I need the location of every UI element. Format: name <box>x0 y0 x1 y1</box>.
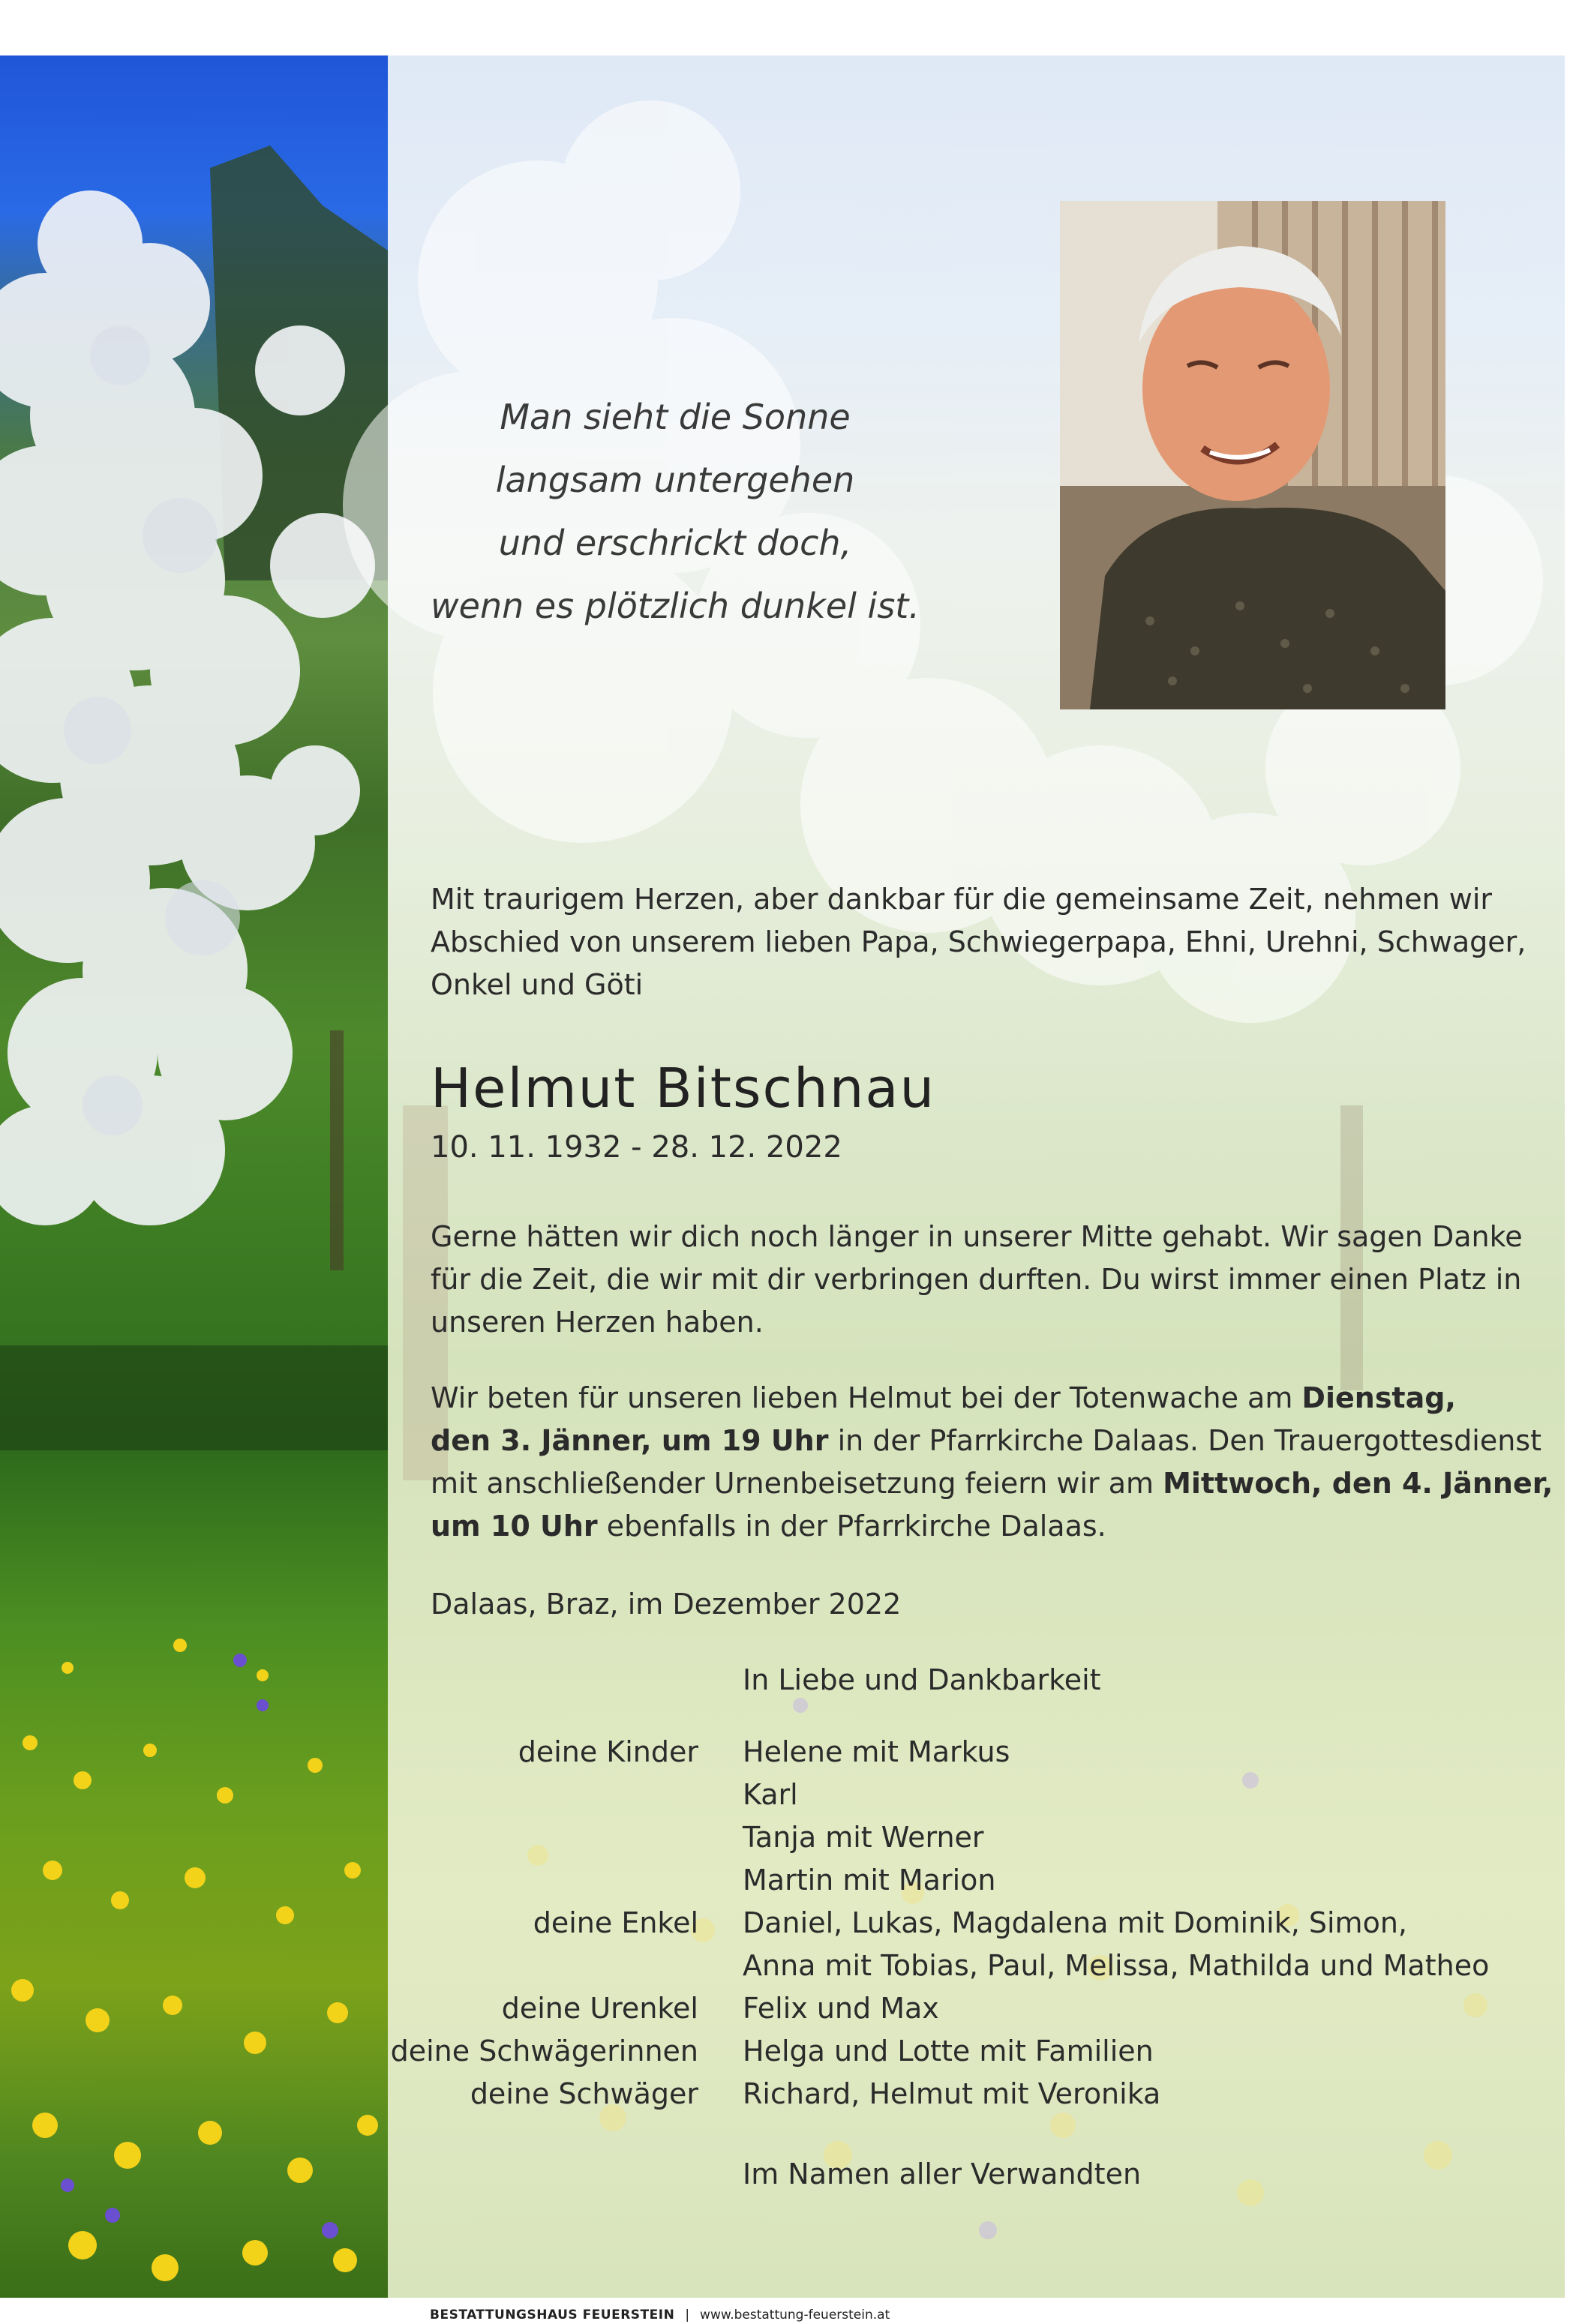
family-row <box>0 1864 1565 1906</box>
thanks-line: für die Zeit, die wir mit dir verbringen durften. Du wirst immer einen Platz in <box>431 1263 1522 1296</box>
closing-line: In Liebe und Dankbarkeit <box>743 1663 1101 1696</box>
family-names: Felix und Max <box>743 1992 939 2025</box>
thanks-line: Gerne hätten wir dich noch länger in unserer Mitte gehabt. Wir sagen Danke <box>431 1220 1523 1253</box>
family-names: Anna mit Tobias, Paul, Melissa, Mathilda und Matheo <box>743 1949 1490 1982</box>
family-names: Helene mit Markus <box>743 1735 1010 1768</box>
service-paragraph <box>431 1377 1553 1548</box>
signoff: Im Namen aller Verwandten <box>743 2158 1142 2191</box>
deceased-name: Helmut Bitschnau <box>431 1057 936 1120</box>
service-text: Wir beten für unseren lieben Helmut bei der Totenwache am <box>431 1381 1302 1414</box>
family-row <box>0 1778 1565 1821</box>
family-row <box>0 2077 1565 2120</box>
thanks-paragraph <box>431 1216 1523 1344</box>
family-row <box>0 1992 1565 2035</box>
quote-line: Man sieht die Sonne <box>500 397 851 437</box>
family-names: Martin mit Marion <box>743 1864 996 1897</box>
funeral-home-name: BESTATTUNGSHAUS FEUERSTEIN <box>430 2308 675 2323</box>
family-names: Karl <box>743 1778 798 1811</box>
website-link[interactable]: www.bestattung-feuerstein.at <box>700 2308 890 2323</box>
family-names: Tanja mit Werner <box>743 1821 984 1854</box>
service-text: mit anschließender Urnenbeisetzung feiern wir am <box>431 1467 1163 1500</box>
service-line <box>431 1377 1553 1420</box>
family-row <box>0 1949 1565 1992</box>
family-label: deine Schwäger <box>470 2077 698 2110</box>
family-label: deine Schwägerinnen <box>390 2035 698 2068</box>
family-row <box>0 1821 1565 1864</box>
family-row <box>0 2035 1565 2077</box>
family-label: deine Kinder <box>518 1735 698 1768</box>
service-text: ebenfalls in der Pfarrkirche Dalaas. <box>597 1510 1106 1543</box>
family-names: Helga und Lotte mit Familien <box>743 2035 1154 2068</box>
family-names: Daniel, Lukas, Magdalena mit Dominik, Simon, <box>743 1906 1407 1939</box>
portrait-photo <box>1060 201 1445 709</box>
family-label: deine Enkel <box>533 1906 698 1939</box>
quote-line: und erschrickt doch, <box>498 523 852 563</box>
service-line <box>431 1420 1553 1462</box>
quote-line: wenn es plötzlich dunkel ist. <box>431 586 920 626</box>
service-line <box>431 1505 1553 1548</box>
intro-line: Onkel und Göti <box>431 968 644 1001</box>
funeral-time: um 10 Uhr <box>431 1510 598 1543</box>
thanks-line: unseren Herzen haben. <box>431 1306 764 1339</box>
service-line <box>431 1462 1553 1505</box>
family-row <box>0 1735 1565 1778</box>
funeral-date: Mittwoch, den 4. Jänner, <box>1163 1467 1553 1500</box>
intro-line: Abschied von unserem lieben Papa, Schwiegerpapa, Ehni, Urehni, Schwager, <box>431 925 1526 958</box>
family-row <box>0 1906 1565 1949</box>
wake-date-time: den 3. Jänner, um 19 Uhr <box>431 1424 829 1457</box>
family-names: Richard, Helmut mit Veronika <box>743 2077 1161 2110</box>
intro-line: Mit traurigem Herzen, aber dankbar für die gemeinsame Zeit, nehmen wir <box>431 883 1493 916</box>
footer-separator: | <box>685 2308 690 2323</box>
service-day: Dienstag, <box>1301 1381 1456 1414</box>
family-label: deine Urenkel <box>501 1992 698 2025</box>
obituary-page <box>0 55 1565 2323</box>
life-dates: 10. 11. 1932 - 28. 12. 2022 <box>431 1130 842 1165</box>
footer <box>430 2308 890 2323</box>
intro-text <box>431 878 1526 1006</box>
memorial-quote <box>420 385 930 637</box>
quote-line: langsam untergehen <box>495 460 855 500</box>
service-text: in der Pfarrkirche Dalaas. Den Trauergottesdienst <box>828 1424 1542 1457</box>
place-date: Dalaas, Braz, im Dezember 2022 <box>431 1588 902 1621</box>
